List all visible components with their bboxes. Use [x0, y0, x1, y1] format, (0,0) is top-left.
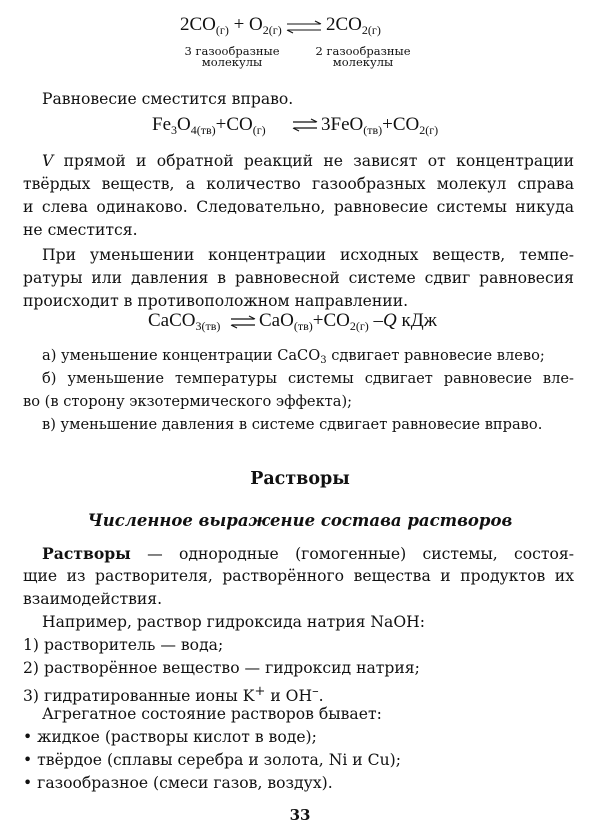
equilibrium-arrow-icon: [286, 20, 322, 34]
example-item-3-pre: 3) гидратированные ионы K: [23, 687, 255, 706]
eq2-co2-sub: 2(г): [419, 123, 439, 137]
para-v-line4: не сместится.: [23, 221, 138, 239]
example-intro: Например, раствор гидроксида натрия NaOH:: [42, 613, 425, 631]
reversible-arrow-icon-2: [230, 315, 256, 329]
label-two-gas-molecules: [304, 46, 422, 68]
eq1-plus: +: [233, 14, 245, 35]
eq2-o: O: [177, 114, 191, 135]
equation-co-oxidation: [180, 14, 282, 38]
eq1-lhs-co: 2CO: [180, 14, 216, 35]
eq1-rhs-co2-sub: 2(г): [361, 23, 381, 37]
reversible-arrow-icon: [292, 118, 318, 132]
eq3-q: Q: [383, 310, 397, 331]
example-item-3-post: .: [318, 687, 324, 706]
eq2-plus2: +: [382, 114, 393, 135]
example-item-2: 2) растворённое вещество — гидроксид натрия;: [23, 659, 420, 677]
ion-charge-plus: +: [254, 684, 266, 699]
example-item-1: 1) растворитель — вода;: [23, 636, 224, 654]
eq2-feo: 3FeO: [321, 114, 364, 135]
list-item-c: в) уменьшение давления в системе сдвигает равновесие вправо.: [42, 416, 543, 433]
eq3-rhs: [259, 310, 437, 334]
label-right-line1: 2 газообразные: [315, 44, 411, 58]
definition-line2: щие из растворителя, растворённого вещества и продуктов их: [23, 567, 574, 585]
eq2-plus1: +: [215, 114, 227, 135]
eq3-cao-sub: (тв): [293, 319, 313, 333]
list-item: [23, 726, 317, 749]
para-v-line2: твёрдых веществ, а количество газообразных молекул справа: [23, 175, 574, 193]
ion-charge-minus: –: [312, 684, 319, 699]
eq1-lhs-o2: O: [249, 14, 263, 35]
para-v-line1: [42, 150, 574, 173]
list-item-b-line2: во (в сторону экзотермического эффекта);: [23, 393, 353, 410]
eq2-o-sub: 4(тв): [190, 123, 216, 137]
eq3-minus: –: [373, 310, 384, 331]
list-a-pre: а) уменьшение концентрации CaCO: [42, 347, 321, 364]
eq3-co2: CO: [323, 310, 350, 331]
label-three-gas-molecules: [176, 46, 288, 68]
bullet-icon: •: [23, 751, 33, 769]
states-intro: Агрегатное состояние растворов бывает:: [42, 705, 382, 723]
state-liquid: жидкое (растворы кислот в воде);: [37, 728, 317, 746]
eq2-rhs: [321, 114, 438, 138]
section-heading: Растворы: [250, 469, 350, 489]
label-left-line1: 3 газообразные: [184, 44, 280, 58]
text-shift-right: Равновесие сместится вправо.: [42, 90, 294, 108]
para-decrease-line1: При уменьшении концентрации исходных веществ, темпе-: [42, 246, 574, 264]
eq3-caco-sub: 3(тв): [195, 319, 221, 333]
eq2-co: CO: [226, 114, 253, 135]
italic-v: V: [42, 152, 54, 170]
label-left-line2: молекулы: [201, 55, 263, 69]
eq3-caco: CaCO: [148, 310, 196, 331]
list-item: [23, 772, 333, 795]
eq2-feo-sub: (тв): [363, 123, 383, 137]
label-right-line2: молекулы: [332, 55, 394, 69]
eq3-unit: кДж: [396, 310, 437, 331]
eq1-rhs: [326, 14, 381, 38]
definition-line1-text: — однородные (гомогенные) системы, состоя-: [130, 545, 574, 563]
list-item-b-line1: б) уменьшение температуры системы сдвигает равновесие вле-: [42, 370, 574, 387]
eq2-co-sub: (г): [252, 123, 266, 137]
eq2-fe: Fe: [152, 114, 171, 135]
state-solid: твёрдое (сплавы серебра и золота, Ni и Cu);: [37, 751, 401, 769]
definition-line1: [42, 542, 574, 566]
para-decrease-line2: ратуры или давления в равновесной системе сдвиг равновесия: [23, 269, 574, 287]
list-a-sub: 3: [320, 355, 327, 366]
eq3-plus: +: [312, 310, 324, 331]
state-gas: газообразное (смеси газов, воздух).: [37, 774, 333, 792]
eq3-co2-sub: 2(г): [349, 319, 369, 333]
eq3-cao: CaO: [259, 310, 294, 331]
example-item-3-mid: и OH: [265, 687, 313, 706]
equation-iron-oxide: [152, 114, 266, 138]
para-decrease-line3: происходит в противоположном направлении.: [23, 292, 409, 310]
bullet-icon: •: [23, 728, 33, 746]
equation-calcium-carbonate: [148, 310, 220, 334]
term-solutions: Растворы: [42, 544, 131, 563]
para-v-line3: и слева одинаково. Следовательно, равновесие системы никуда: [23, 198, 574, 216]
definition-line3: взаимодействия.: [23, 590, 163, 608]
list-a-post: сдвигает равновесие влево;: [326, 347, 545, 364]
page-number: 33: [289, 806, 311, 824]
list-item: [23, 749, 401, 772]
eq1-lhs-co-state: (г): [215, 23, 229, 37]
eq2-fe-sub: 3: [171, 123, 177, 137]
eq2-co2: CO: [392, 114, 420, 135]
para-v-line1-text: прямой и обратной реакций не зависят от концентрации: [53, 152, 574, 170]
eq1-lhs-o2-sub: 2(г): [262, 23, 282, 37]
eq1-rhs-co2: 2CO: [326, 14, 362, 35]
bullet-icon: •: [23, 774, 33, 792]
subsection-heading: Численное выражение состава растворов: [87, 511, 513, 530]
